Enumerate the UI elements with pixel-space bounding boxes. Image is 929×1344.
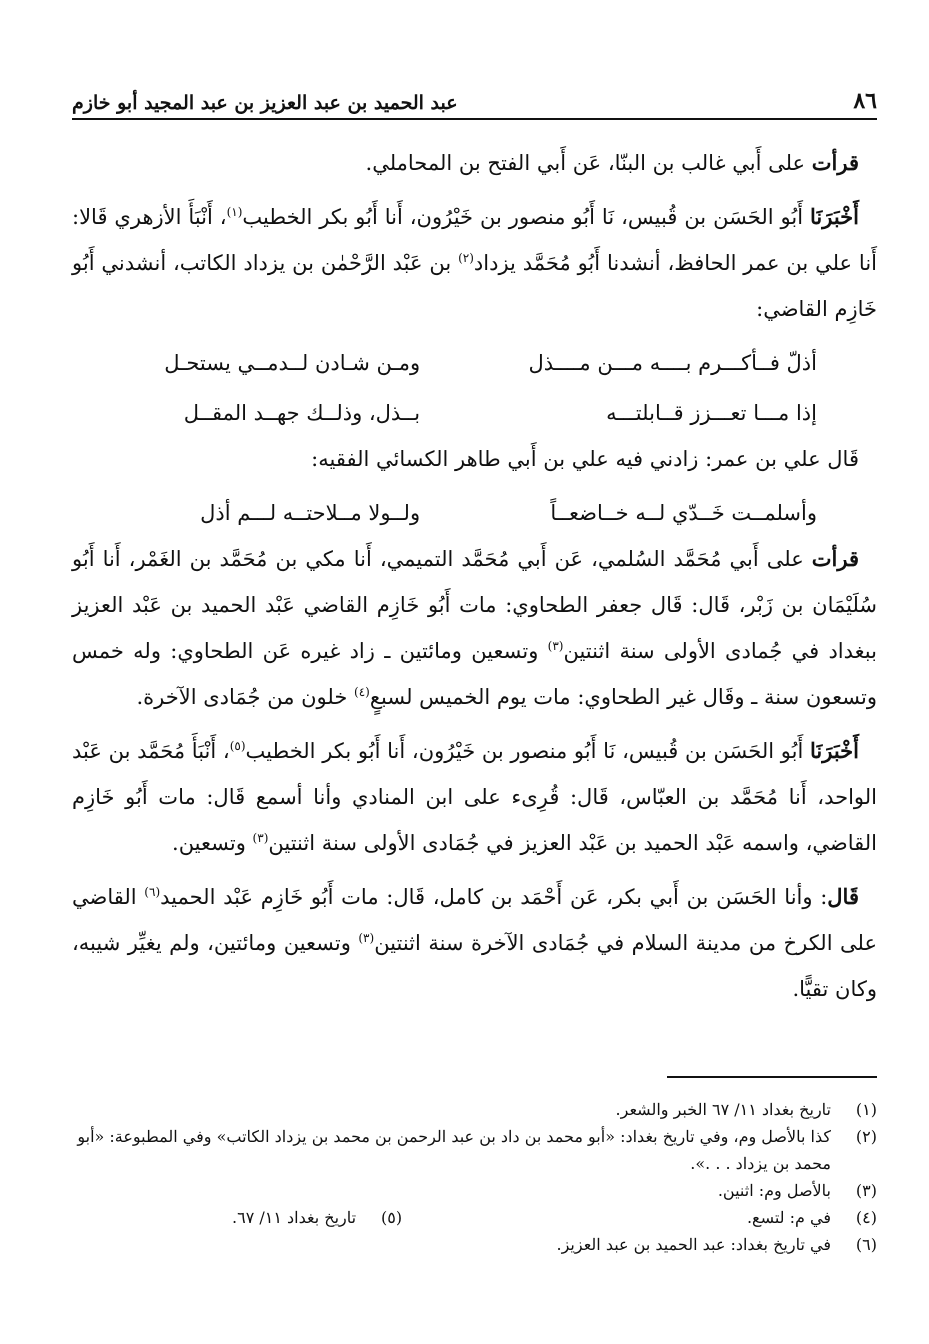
paragraph-5: [72, 728, 877, 866]
footnote-ref: (٣): [358, 931, 375, 945]
paragraph-2: [72, 194, 877, 332]
footnote-text: تاريخ بغداد ١١/ ٦٧.: [232, 1208, 357, 1227]
verse-first-hemistich: وأسلمــت خَــدّي لــه خــاضعــاً: [550, 501, 817, 525]
footnote-1: [72, 1096, 877, 1123]
page-header: [72, 78, 877, 120]
verse-second-hemistich: بــذل، وذلــك جهــد المقــل: [183, 401, 421, 425]
footnote-text: في تاريخ بغداد: عبد الحميد بن عبد العزيز.: [556, 1235, 831, 1254]
paragraph-text: : وأنا الحَسَن بن أَبي بكر، عَن أَحْمَد بن كامل، قَال: مات أَبُو خَازِم عَبْد الحميد: [160, 885, 828, 909]
paragraph-lead: قَال: [827, 884, 859, 909]
footnote-row: [72, 1204, 877, 1231]
verse-second-hemistich: ولــولا مــلاحتــه لـــم أذل: [200, 501, 421, 525]
paragraph-text: خلون من جُمَادى الآخرة.: [136, 685, 355, 709]
verse-second-hemistich: ومـن شـادن لــدمــي يستحـل: [164, 351, 421, 375]
verse-first-hemistich: إذا مـــا تعـــزز قــابلتـــه: [606, 401, 817, 425]
paragraph-lead: أَخْبَرَنَا: [810, 738, 859, 763]
paragraph-lead: قرأت: [811, 546, 859, 571]
main-text: [72, 140, 877, 1020]
footnote-number: (١): [855, 1100, 877, 1119]
footnote-ref: (٣): [252, 831, 269, 845]
paragraph-text: القاضي على الكرخ من مدينة السلام في جُمَادى الآخرة سنة اثنتين: [72, 885, 877, 955]
footnote-6: [72, 1231, 877, 1258]
footnote-4: [747, 1204, 877, 1231]
paragraph-text: وتسعين.: [172, 831, 253, 855]
paragraph-3: قَال علي بن عمر: زادني فيه علي بن أَبي طاهر الكسائي الفقيه:: [311, 447, 859, 471]
paragraph-text: ، أَنْبَأَ مُحَمَّد بن عَبْد الواحد، أَنا مُحَمَّد بن العبّاس، قَال: قُرِىء على ابن المنادي وأنا أسمع قَال: مات أَبُو خَازِم القاضي، واسمه عَبْد الحميد بن عَبْد العزيز في جُمَادى الأولى سنة اثنتين: [72, 739, 877, 855]
footnote-text: في م: لتسع.: [746, 1208, 831, 1227]
footnote-3: [72, 1177, 877, 1204]
footnote-number: (٦): [855, 1235, 877, 1254]
footnote-2: [72, 1123, 877, 1177]
paragraph-text: أَبُو الحَسَن بن قُبيس، نَا أَبُو منصور بن خَيْرُون، أَنا أَبُو بكر الخطيب: [242, 205, 811, 229]
footnote-separator: [667, 1076, 877, 1078]
footnote-number: (٣): [855, 1181, 877, 1200]
footnote-ref: (١): [226, 205, 243, 219]
footnote-ref: (٥): [229, 739, 246, 753]
paragraph-6: [72, 874, 877, 1012]
paragraph-lead: قرأت: [811, 150, 859, 175]
verse-line-2: [72, 390, 877, 436]
footnote-5: [232, 1204, 402, 1231]
footnotes: [72, 1096, 877, 1258]
paragraph-lead: أَخْبَرَنَا: [810, 204, 859, 229]
footnote-number: (٢): [855, 1127, 877, 1146]
running-title: عبد الحميد بن عبد العزيز بن عبد المجيد أبو خازم: [72, 92, 458, 114]
footnote-text: تاريخ بغداد ١١/ ٦٧ الخبر والشعر.: [615, 1100, 831, 1119]
footnote-ref: (٦): [144, 885, 161, 899]
footnote-number: (٥): [381, 1208, 403, 1227]
verse-line-3: [72, 490, 877, 536]
paragraph-text: ، أَنْبَأَ الأزهري قَالا: أَنا علي بن عمر الحافظ، أنشدنا أَبُو مُحَمَّد يزداد: [72, 205, 878, 275]
page-number: ٨٦: [853, 88, 877, 114]
paragraph-text: أَبُو الحَسَن بن قُبيس، نَا أَبُو منصور بن خَيْرُون، أَنا أَبُو بكر الخطيب: [245, 739, 810, 763]
paragraph-text: بن عَبْد الرَّحْمٰن بن يزداد الكاتب، أنشدني أَبُو خَازِم القاضي:: [72, 251, 877, 321]
footnote-text: كذا بالأصل وم، وفي تاريخ بغداد: «أبو محمد بن داد بن عبد الرحمن بن محمد بن يزداد الكاتب» وفي المطبوعة: «أبو محمد بن يزداد . . .».: [77, 1127, 831, 1173]
footnote-number: (٤): [855, 1208, 877, 1227]
footnote-ref: (٣): [547, 639, 564, 653]
paragraph-text: على أَبي غالب بن البنّا، عَن أَبي الفتح بن المحاملي.: [365, 151, 812, 175]
paragraph-1: [72, 140, 877, 186]
paragraph-text: وتسعين ومائتين، ولم يغيِّر شيبه، وكان تقيًّا.: [72, 931, 877, 1001]
footnote-text: بالأصل وم: اثنين.: [717, 1181, 831, 1200]
verse-first-hemistich: أذلّ فــأكـــرم بــــه مـــن مــــذل: [528, 351, 817, 375]
footnote-ref: (٢): [458, 251, 474, 265]
paragraph-text: وتسعين ومائتين ـ زاد غيره عَن الطحاوي: وله خمس وتسعون سنة ـ وقَال غير الطحاوي: مات يوم الخميس لسبعٍ: [72, 639, 877, 709]
verse-line-1: [72, 340, 877, 386]
paragraph-text: على أَبي مُحَمَّد السُلمي، عَن أَبي مُحَمَّد التميمي، أَنا مكي بن مُحَمَّد بن الغَمْر، أَنا أَبُو سُلَيْمَان بن زَبْر، قَال: قَال جعفر الطحاوي: مات أَبُو خَازِم القاضي عَبْد الحميد بن عَبْد العزيز ببغداد في جُمادى الأولى سنة اثنتين: [72, 547, 877, 663]
paragraph-4: [72, 536, 877, 720]
footnote-ref: (٤): [354, 685, 370, 699]
